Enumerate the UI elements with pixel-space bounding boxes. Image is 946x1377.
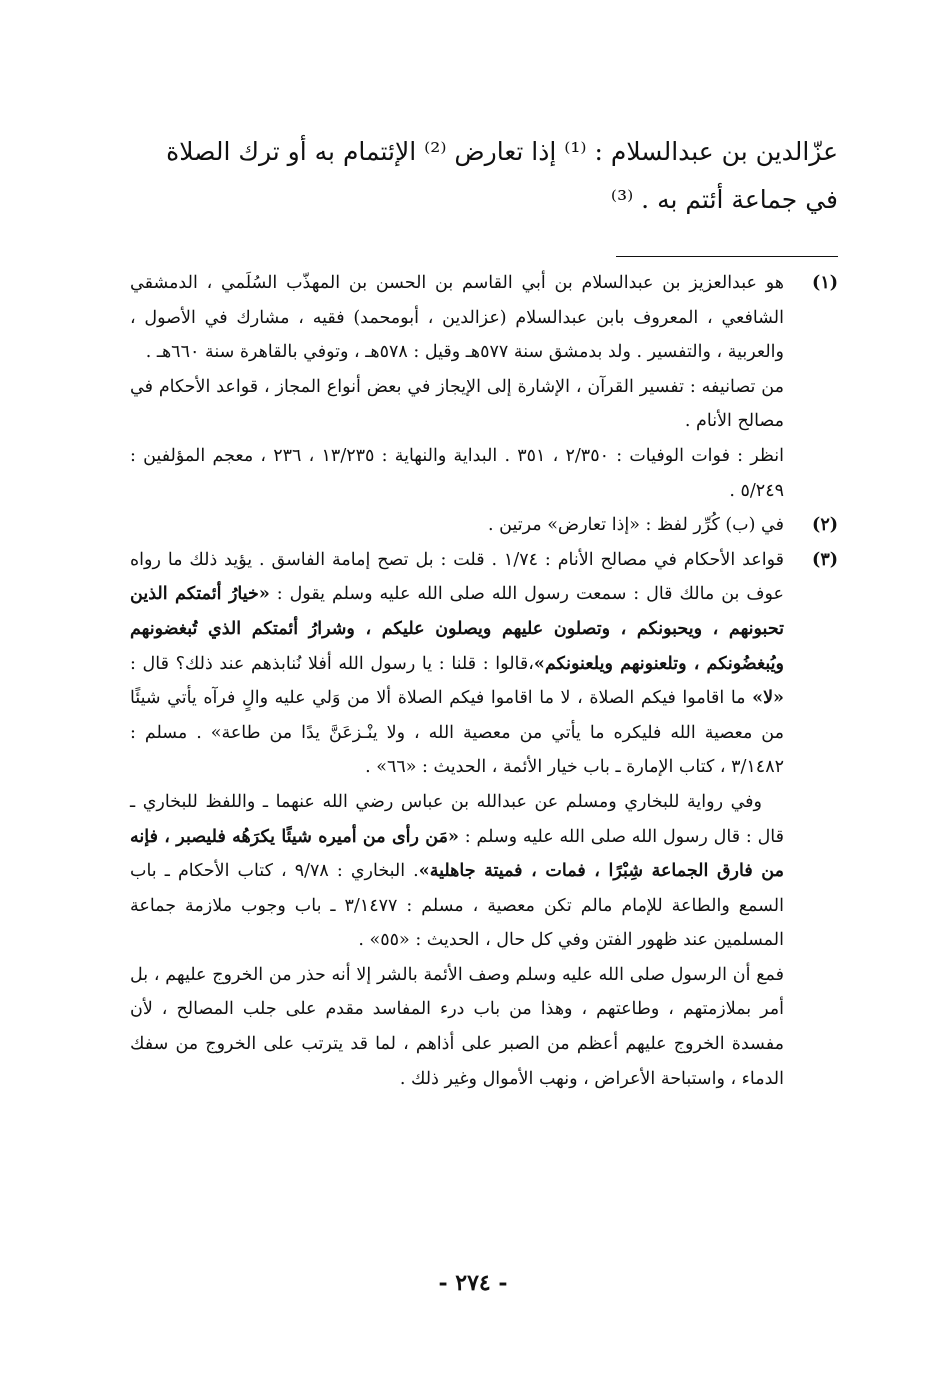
footnote-paragraph: فمع أن الرسول صلى الله عليه وسلم وصف الأئمة بالشر إلا أنه حذر من الخروج عليهم ، بل أمر بملازمتهم ، وطاعتهم ، وهذا من باب درء المفاسد مقدم على جلب المصالح ، لأن مفسدة الخروج عليهم أعظم من الصبر على أذاهم ، لما قد يترتب على الخروج من سفك الدماء ، واستباحة الأعراض ، ونهب الأموال وغير ذلك . xyxy=(130,964,784,1089)
footnote-paragraph: في (ب) كُرِّر لفظ : «إذا تعارض» مرتين . xyxy=(488,515,784,536)
hadith-quote: «مَن رأى من أميره شيئًا يكرَهُه فليصبر ، فإنه من فارق الجماعة شِبْرًا ، فمات ، فميتة جاهلية» xyxy=(130,826,784,882)
footnote-2 xyxy=(130,508,838,543)
footnote-paragraph: هو عبدالعزيز بن عبدالسلام بن أبي القاسم بن الحسن بن المهذّب السُلَمي ، الدمشقي الشافعي ، المعروف بابن عبدالسلام (عزالدين ، أبومحمد) فقيه ، مشارك في الأصول ، والعربية ، والتفسير . ولد بدمشق سنة ٥٧٧هـ وقيل : ٥٧٨هـ ، وتوفي بالقاهرة سنة ٦٦٠هـ . xyxy=(130,273,784,363)
hadith-quote: «خيارُ أئمتكم الذين تحبونهم ، ويحبونكم ، وتصلون عليهم ويصلون عليكم ، وشرارُ أئمتكم الذي تُبغضونهم ويُبغضُونكم ، وتلعنونهم ويلعنونكم» xyxy=(130,584,784,674)
footnote-3 xyxy=(130,543,838,1097)
footnote-number: (٣) xyxy=(812,549,838,570)
footnote-paragraph xyxy=(130,785,784,958)
footnote-text: ما اقاموا فيكم الصلاة ، لا ما اقاموا فيكم الصلاة ألا من وَلي عليه والٍ فرآه يأتي شيئًا من معصية الله فليكره ما يأتي من معصية الله ، ولا ينْـزعَنَّ يدًا من طاعة» . مسلم : ٣/١٤٨٢ ، كتاب الإمارة ـ باب خيار الأئمة ، الحديث : «٦٦» . xyxy=(130,688,784,778)
hadith-quote: «لا» xyxy=(752,688,784,709)
footnote-1 xyxy=(130,266,838,508)
main-text xyxy=(98,128,838,224)
main-text-line-1: عزّالدين بن عبدالسلام : ⁽¹⁾ إذا تعارض ⁽²⁾ الإئتمام به أو ترك الصلاة xyxy=(166,137,838,166)
footnotes xyxy=(130,266,838,1096)
footnote-paragraph xyxy=(130,543,784,785)
footnote-text: . البخاري : ٩/٧٨ ، كتاب الأحكام ـ باب السمع والطاعة للإمام مالم تكن معصية ، مسلم : ٣/١٤٧٧ ـ باب وجوب ملازمة جماعة المسلمين عند ظهور الفتن وفي كل حال ، الحديث : «٥٥» . xyxy=(130,861,784,951)
footnote-number: (١) xyxy=(812,273,838,293)
footnote-text: ،قالوا : قلنا : يا رسول الله أفلا نُنابذهم عند ذلك؟ قال : xyxy=(130,653,534,674)
footnote-number: (٢) xyxy=(812,515,838,536)
page-number: - ٢٧٤ - xyxy=(438,1270,508,1296)
footnote-text: قواعد الأحكام في مصالح الأنام : ١/٧٤ . قلت : بل تصح إمامة الفاسق . يؤيد ذلك ما رواه عوف بن مالك قال : سمعت رسول الله صلى الله عليه وسلم يقول : xyxy=(130,549,784,605)
footnote-separator xyxy=(616,256,838,257)
footnote-paragraph: انظر : فوات الوفيات : ٢/٣٥٠ ، ٣٥١ . البداية والنهاية : ١٣/٢٣٥ ، ٢٣٦ ، معجم المؤلفين : ٥/٢٤٩ . xyxy=(130,445,784,501)
footnote-text: وفي رواية للبخاري ومسلم عن عبدالله بن عباس رضي الله عنهما ـ واللفظ للبخاري ـ قال : قال رسول الله صلى الله عليه وسلم : xyxy=(130,791,784,847)
main-text-line-2: في جماعة أئتم به . ⁽³⁾ xyxy=(610,185,838,214)
footnote-paragraph: من تصانيفه : تفسير القرآن ، الإشارة إلى الإيجاز في بعض أنواع المجاز ، قواعد الأحكام في مصالح الأنام . xyxy=(130,376,784,432)
